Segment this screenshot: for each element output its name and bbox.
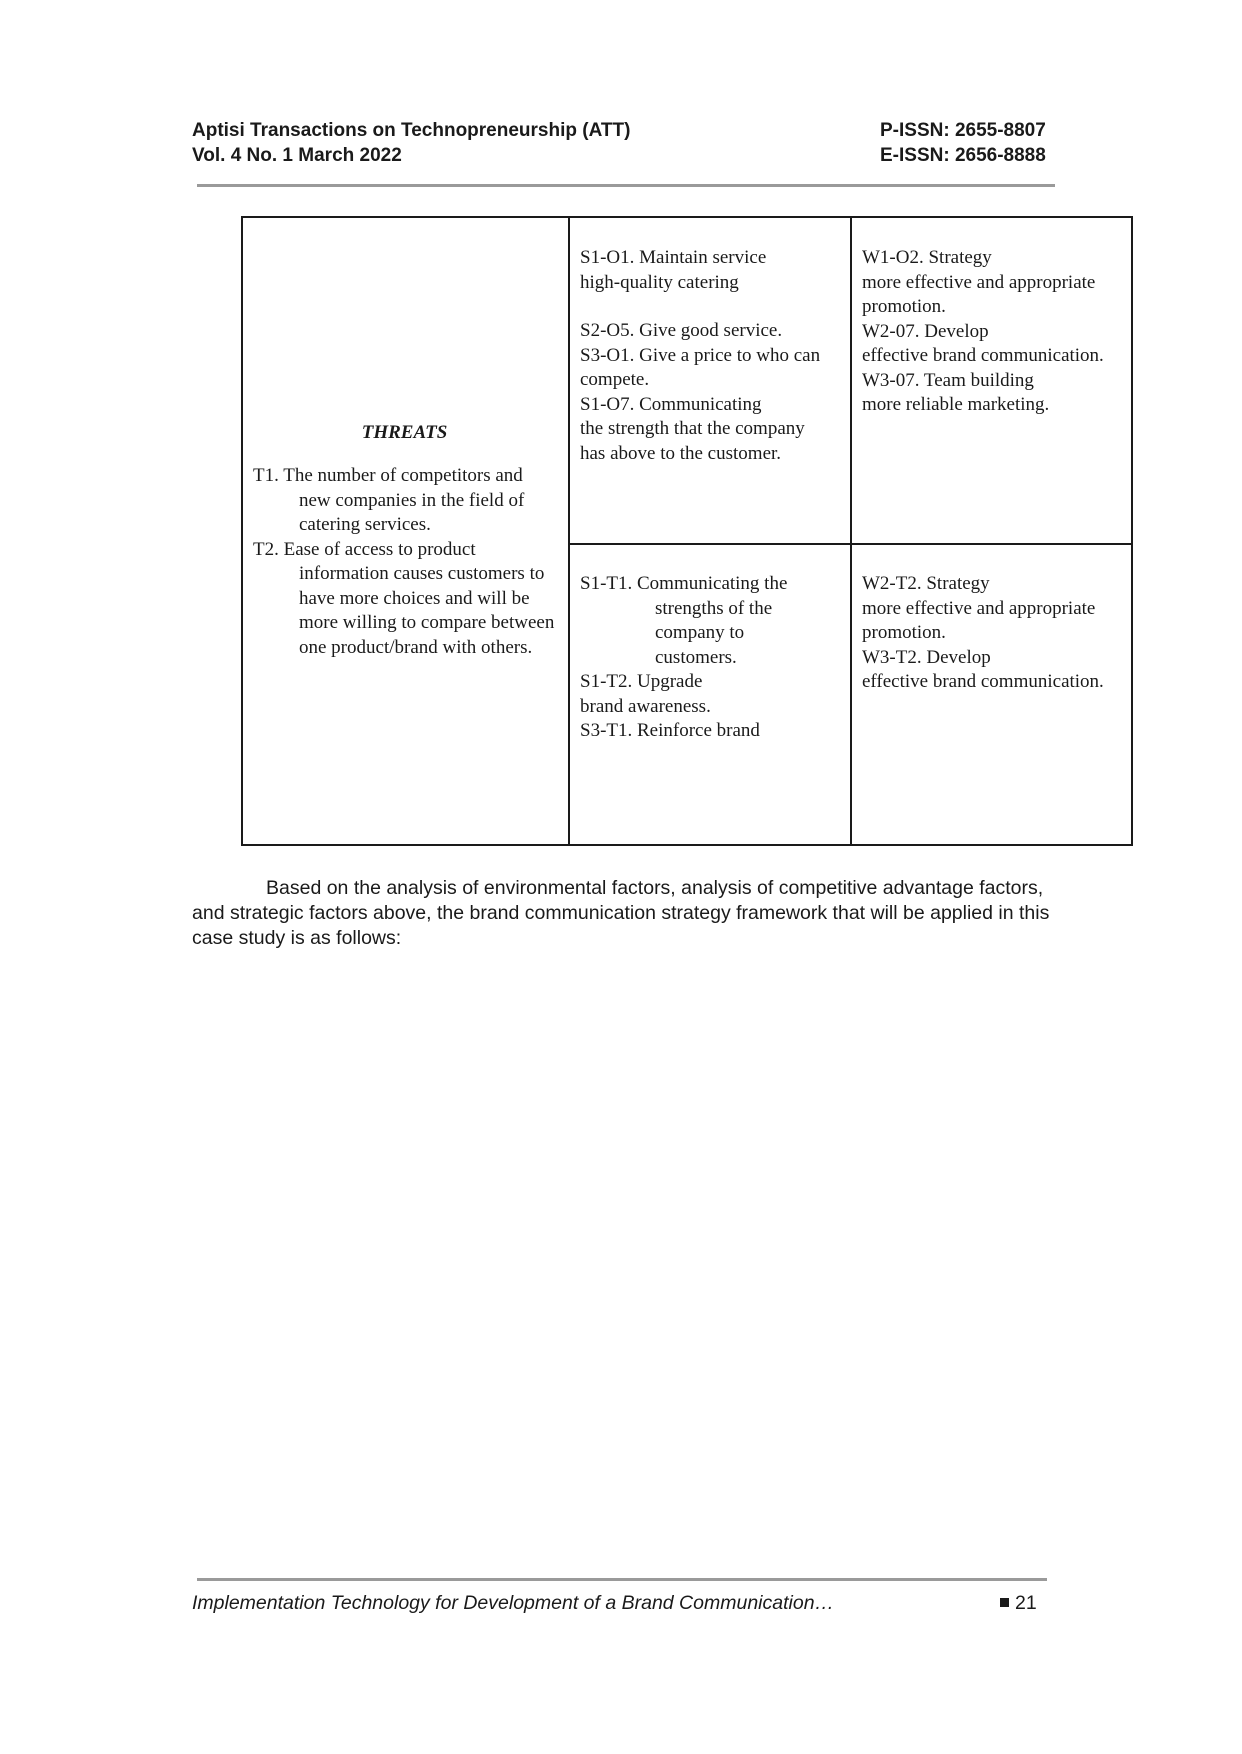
- so-line: S1-O7. Communicating: [580, 393, 762, 415]
- wt-line: promotion.: [862, 622, 946, 643]
- wo-line: W2-07. Develop: [862, 320, 989, 342]
- so-strategy-cell: [569, 217, 851, 544]
- wo-line: W1-O2. Strategy: [862, 247, 992, 268]
- so-line: high-quality catering: [580, 271, 739, 293]
- st-line: S1-T1. Communicating the: [580, 573, 788, 594]
- wt-strategy-cell: [851, 544, 1132, 845]
- wo-line: more reliable marketing.: [862, 394, 1050, 415]
- journal-title: Aptisi Transactions on Technopreneurship (ATT): [192, 120, 631, 141]
- threats-title: THREATS: [361, 421, 448, 443]
- journal-info: [192, 118, 630, 168]
- wt-line: effective brand communication.: [862, 671, 1104, 692]
- so-line: the strength that the company: [580, 418, 805, 439]
- st-line: customers.: [655, 646, 737, 668]
- threat-item: T2. Ease of access to product information causes customers to have more choices and will be more willing to compare between one product/brand with others.: [253, 538, 555, 658]
- threat-item: T1. The number of competitors and new companies in the field of catering services.: [253, 465, 525, 536]
- wt-line: W2-T2. Strategy: [862, 573, 990, 594]
- print-issn: P-ISSN: 2655-8807: [880, 120, 1046, 141]
- page-footer: [192, 1592, 1062, 1615]
- page-number-value: 21: [1015, 1592, 1037, 1614]
- so-line: has above to the customer.: [580, 442, 782, 464]
- header-divider: [197, 184, 1055, 187]
- st-line: brand awareness.: [580, 695, 711, 717]
- st-line: company to: [655, 622, 745, 643]
- wt-line: more effective and appropriate: [862, 597, 1096, 619]
- body-paragraph: [192, 876, 1062, 951]
- wo-line: more effective and appropriate: [862, 271, 1096, 293]
- wo-line: W3-07. Team building: [862, 369, 1034, 391]
- so-line: S1-O1. Maintain service: [580, 247, 767, 268]
- wo-line: effective brand communication.: [862, 345, 1104, 366]
- electronic-issn: E-ISSN: 2656-8888: [880, 145, 1046, 166]
- journal-volume: Vol. 4 No. 1 March 2022: [192, 145, 402, 166]
- so-line: S2-O5. Give good service.: [580, 320, 783, 341]
- wo-line: promotion.: [862, 296, 946, 317]
- st-line: S1-T2. Upgrade: [580, 671, 703, 692]
- body-paragraph-text: Based on the analysis of environmental factors, analysis of competitive advantage factors, and strategic factors above, the brand communication strategy framework that will be applied in this case study is as follows:: [192, 877, 1050, 949]
- threats-cell: [242, 217, 569, 845]
- st-strategy-cell: [569, 544, 851, 845]
- st-line: strengths of the: [655, 597, 773, 619]
- wo-strategy-cell: [851, 217, 1132, 544]
- issn-info: [880, 118, 1046, 168]
- page-number: [1000, 1592, 1037, 1615]
- wt-line: W3-T2. Develop: [862, 646, 991, 668]
- so-line: compete.: [580, 369, 650, 390]
- st-line: S3-T1. Reinforce brand: [580, 720, 760, 741]
- so-line: S3-O1. Give a price to who can: [580, 344, 821, 366]
- footer-article-title: Implementation Technology for Development of a Brand Communication…: [192, 1592, 835, 1614]
- swot-matrix-table: [241, 216, 1133, 846]
- footer-divider: [197, 1578, 1047, 1581]
- square-bullet-icon: [1000, 1598, 1009, 1607]
